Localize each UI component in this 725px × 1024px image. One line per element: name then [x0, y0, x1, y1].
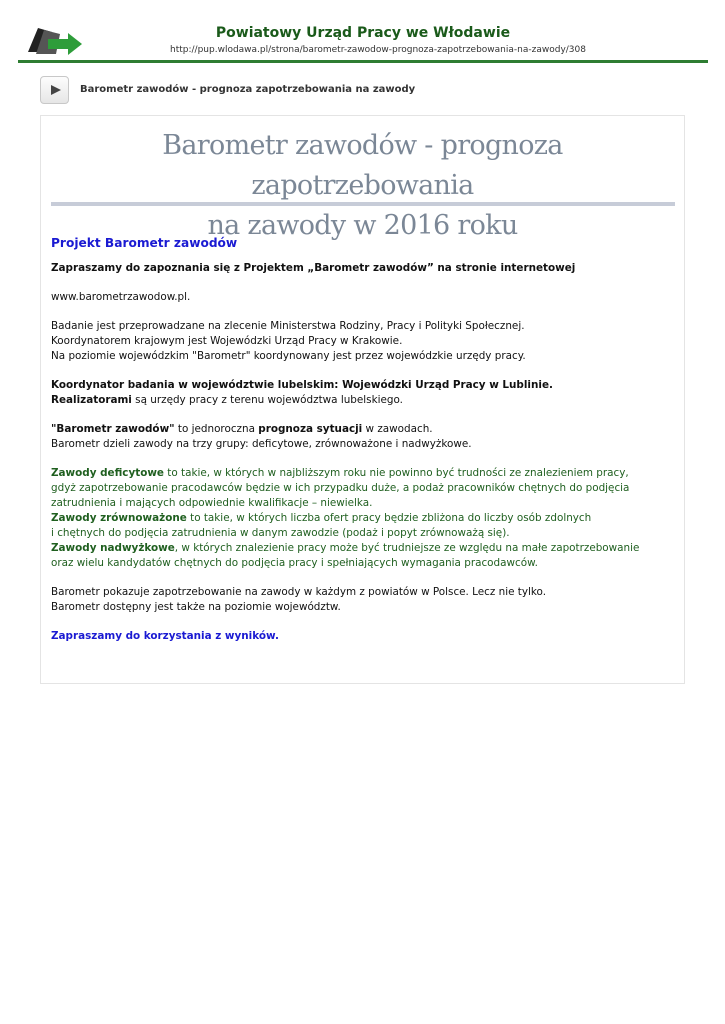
balanced-line-1 — [51, 511, 671, 526]
website-text: www.barometrzawodow.pl. — [51, 291, 191, 303]
article-title-line-1: Barometr zawodów - prognoza zapotrzebowania — [162, 130, 563, 201]
balanced-text: to takie, w których liczba ofert pracy będzie zbliżona do liczby osób zdolnych — [186, 512, 592, 524]
surplus-line-2: oraz wielu kandydatów chętnych do podjęcia pracy i spełniających wymagania pracodawców. — [51, 557, 538, 569]
barometer-text-end: w zawodach. — [362, 423, 433, 435]
breadcrumb — [40, 76, 680, 106]
invitation-text: Zapraszamy do korzystania z wyników. — [51, 630, 279, 642]
executors-text — [51, 393, 671, 408]
barometer-groups: Barometr dzieli zawody na trzy grupy: deficytowe, zrównoważone i nadwyżkowe. — [51, 438, 472, 450]
site-title: Powiatowy Urząd Pracy we Włodawie — [215, 25, 511, 41]
balanced-line-2: i chętnych do podjęcia zatrudnienia w danym zawodzie (podaż i popyt zrównoważą się). — [51, 527, 510, 539]
article-panel — [40, 115, 685, 684]
intro-text: Zapraszamy do zapoznania się z Projektem „Barometr zawodów” na stronie internetowej — [51, 262, 576, 274]
deficit-label: Zawody deficytowe — [51, 467, 164, 479]
surplus-text: , w których znalezienie pracy może być trudniejsze ze względu na małe zapotrzebowanie — [174, 542, 640, 554]
surplus-line-1 — [51, 541, 671, 556]
title-divider — [51, 202, 675, 206]
paragraph-line: Koordynatorem krajowym jest Wojewódzki Urząd Pracy w Krakowie. — [51, 335, 403, 347]
occupation-groups — [51, 466, 671, 571]
barometer-definition — [51, 422, 671, 437]
paragraph-line: Na poziomie wojewódzkim "Barometr" koordynowany jest przez wojewódzkie urzędy pracy. — [51, 350, 526, 362]
breadcrumb-button[interactable] — [40, 76, 69, 104]
executors-label: Realizatorami — [51, 394, 132, 406]
deficit-line-2: gdyż zapotrzebowanie pracodawców będzie w ich przypadku duże, a podaż pracowników chętnych do podjęcia — [51, 482, 630, 494]
breadcrumb-label: Barometr zawodów - prognoza zapotrzebowania na zawody — [80, 84, 416, 95]
page-header — [18, 14, 708, 64]
surplus-label: Zawody nadwyżkowe — [51, 542, 175, 554]
play-arrow-icon — [50, 84, 62, 96]
executors-rest: są urzędy pracy z terenu województwa lubelskiego. — [131, 394, 403, 406]
balanced-label: Zawody zrównoważone — [51, 512, 187, 524]
page-url: http://pup.wlodawa.pl/strona/barometr-zawodow-prognoza-zapotrzebowania-na-zawody/308 — [170, 45, 586, 55]
closing-line-2: Barometr dostępny jest także na poziomie województw. — [51, 601, 341, 613]
paragraph-line: Badanie jest przeprowadzane na zlecenie Ministerstwa Rodziny, Pracy i Polityki Społecznej. — [51, 320, 525, 332]
barometer-text: to jednoroczna — [174, 423, 259, 435]
deficit-line-1 — [51, 466, 671, 481]
article-title-line-2: na zawody w 2016 roku — [207, 210, 518, 241]
closing-line-1: Barometr pokazuje zapotrzebowanie na zawody w każdym z powiatów w Polsce. Lecz nie tylko. — [51, 586, 547, 598]
forecast-term: prognoza sytuacji — [258, 423, 363, 435]
article-title — [51, 126, 674, 246]
deficit-line-3: zatrudnienia i mających odpowiednie kwalifikacje – niewielka. — [51, 497, 373, 509]
barometer-name: "Barometr zawodów" — [51, 423, 175, 435]
header-divider — [18, 60, 708, 63]
coordinator-text: Koordynator badania w województwie lubelskim: Wojewódzki Urząd Pracy w Lublinie. — [51, 379, 553, 391]
article-content — [51, 234, 671, 644]
deficit-text: to takie, w których w najbliższym roku nie powinno być trudności ze znalezieniem pracy, — [163, 467, 629, 479]
section-heading: Projekt Barometr zawodów — [51, 236, 238, 250]
